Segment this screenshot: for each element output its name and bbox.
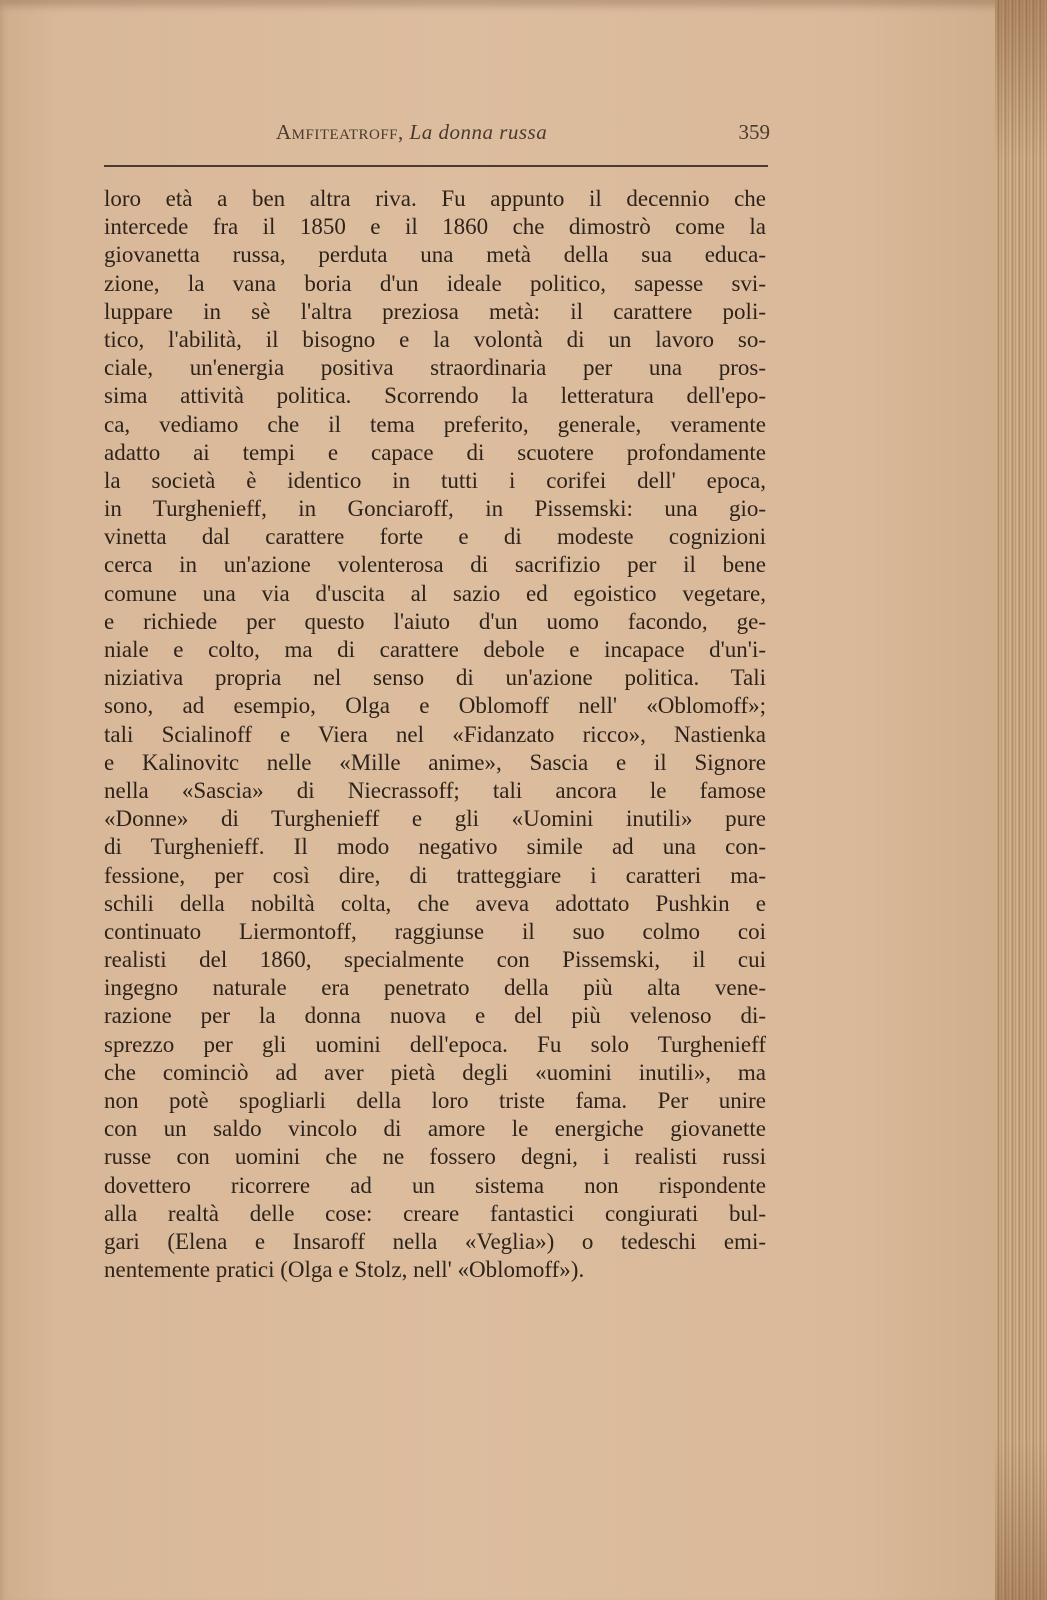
header-rule (104, 165, 768, 167)
text-line: fessione, per così dire, di tratteggiare i caratteri ma- (104, 862, 766, 888)
text-line: in Turghenieff, in Gonciaroff, in Pissemski: una gio- (104, 496, 766, 522)
text-line: di Turghenieff. Il modo negativo simile ad una con- (104, 834, 766, 860)
text-line: ciale, un'energia positiva straordinaria per una pros- (104, 355, 766, 381)
running-header (104, 120, 770, 150)
text-line: dovettero ricorrere ad un sistema non rispondente (104, 1172, 766, 1198)
text-line: continuato Liermontoff, raggiunse il suo colmo coi (104, 918, 766, 944)
text-line: nentemente pratici (Olga e Stolz, nell' «Oblomoff»). (104, 1257, 585, 1283)
header-book-title: La donna russa (409, 120, 548, 144)
text-line: sima attività politica. Scorrendo la letteratura dell'epo- (104, 383, 766, 409)
text-line: e Kalinovitc nelle «Mille anime», Sascia e il Signore (104, 749, 766, 775)
running-title (276, 120, 547, 145)
text-line: sono, ad esempio, Olga e Oblomoff nell' «Oblomoff»; (104, 693, 766, 719)
page-edges (995, 0, 1047, 1600)
text-line: russe con uomini che ne fossero degni, i realisti russi (104, 1144, 766, 1170)
text-line: loro età a ben altra riva. Fu appunto il decennio che (104, 186, 766, 211)
text-line: tali Scialinoff e Viera nel «Fidanzato ricco», Nastienka (104, 721, 766, 747)
text-line: adatto ai tempi e capace di scuotere profondamente (104, 439, 766, 465)
text-line: la società è identico in tutti i corifei dell' epoca, (104, 467, 766, 493)
text-line: sprezzo per gli uomini dell'epoca. Fu solo Turghenieff (104, 1031, 766, 1057)
text-line: realisti del 1860, specialmente con Pissemski, il cui (104, 947, 766, 973)
text-line: niziativa propria nel senso di un'azione politica. Tali (104, 665, 766, 691)
text-line: comune una via d'uscita al sazio ed egoistico vegetare, (104, 580, 766, 606)
text-line: vinetta dal carattere forte e di modeste cognizioni (104, 524, 766, 550)
text-line: e richiede per questo l'aiuto d'un uomo facondo, ge- (104, 608, 766, 634)
header-separator: , (398, 120, 410, 144)
text-line: gari (Elena e Insaroff nella «Veglia») o tedeschi emi- (104, 1228, 766, 1254)
text-line: che cominciò ad aver pietà degli «uomini inutili», ma (104, 1059, 766, 1085)
header-author: Amfiteatroff (276, 120, 399, 144)
text-line: tico, l'abilità, il bisogno e la volontà di un lavoro so- (104, 326, 766, 352)
text-line: alla realtà delle cose: creare fantastici congiurati bul- (104, 1200, 766, 1226)
text-line: zione, la vana boria d'un ideale politico, sapesse svi- (104, 270, 766, 296)
text-line: luppare in sè l'altra preziosa metà: il carattere poli- (104, 298, 766, 324)
text-line: niale e colto, ma di carattere debole e incapace d'un'i- (104, 637, 766, 662)
text-line: con un saldo vincolo di amore le energiche giovanette (104, 1116, 766, 1142)
text-line: intercede fra il 1850 e il 1860 che dimostrò come la (104, 214, 766, 240)
text-line: nella «Sascia» di Niecrassoff; tali ancora le famose (104, 777, 766, 803)
text-line: ingegno naturale era penetrato della più alta vene- (104, 975, 766, 1001)
text-line: non potè spogliarli della loro triste fama. Per unire (104, 1088, 766, 1113)
text-line: schili della nobiltà colta, che aveva adottato Pushkin e (104, 890, 766, 916)
text-line: razione per la donna nuova e del più velenoso di- (104, 1003, 766, 1029)
text-line: ca, vediamo che il tema preferito, generale, veramente (104, 411, 766, 437)
body-paragraph (104, 185, 766, 1284)
text-line: cerca in un'azione volenterosa di sacrifizio per il bene (104, 552, 766, 578)
page-number: 359 (738, 120, 770, 144)
text-line: giovanetta russa, perduta una metà della sua educa- (104, 242, 766, 268)
text-line: «Donne» di Turghenieff e gli «Uomini inutili» pure (104, 806, 766, 832)
